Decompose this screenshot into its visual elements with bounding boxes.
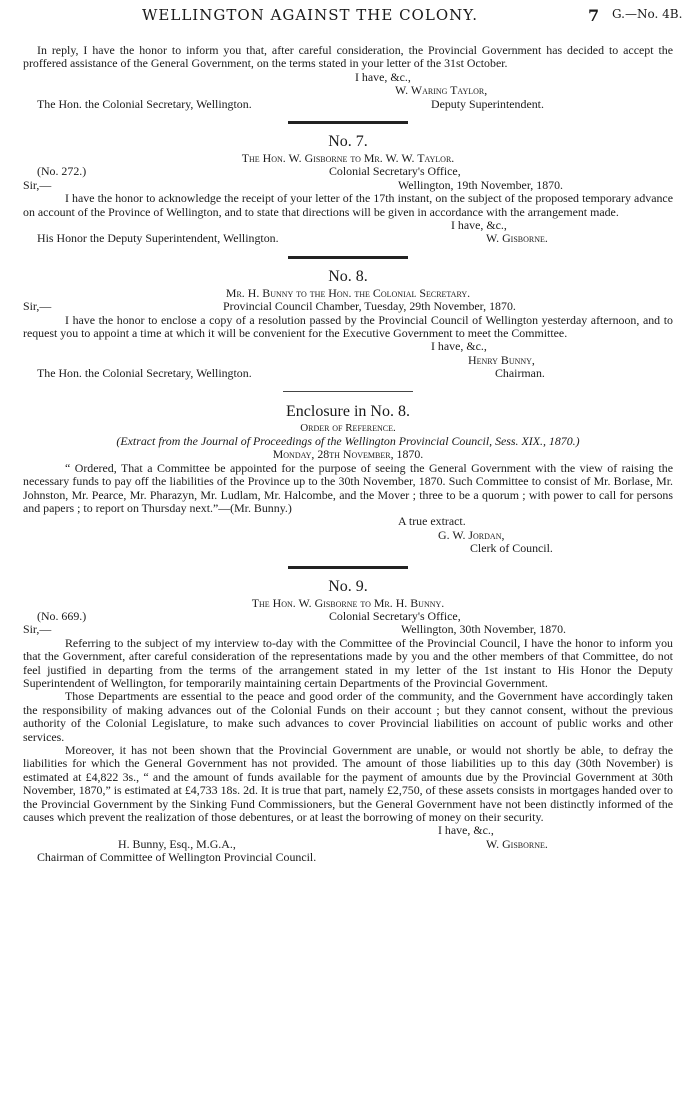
no9-title: The Hon. W. Gisborne to Mr. H. Bunny. — [251, 595, 445, 610]
no8-signatory: Henry Bunny, — [468, 352, 535, 367]
no9-paragraph-2: Those Departments are essential to the peace and good order of the community, and the Government have accordingly taken the responsibility of making advances out of the Colonial Funds on their account ; but they cannot consent, without the previous authority of the Colonial Legislature, to make such advances to cover Provincial liabilities on account of public works and other services. — [23, 689, 673, 744]
running-title: WELLINGTON AGAINST THE COLONY. — [142, 6, 478, 24]
no7-office: Colonial Secretary's Office, — [329, 164, 461, 179]
enclosure-heading: Enclosure in No. 8. — [286, 402, 410, 420]
intro-paragraph: In reply, I have the honor to inform you that, after careful consideration, the Provincial Government has decided to accept the proffered assistance of the General Government, on the terms stated in your letter of the 31st October. — [23, 43, 673, 71]
intro-closing: I have, &c., — [355, 69, 411, 84]
no7-addressee: His Honor the Deputy Superintendent, Wellington. — [37, 231, 279, 246]
enclosure-date: Monday, 28th November, 1870. — [272, 447, 424, 462]
intro-addressee: The Hon. the Colonial Secretary, Wellington. — [37, 96, 252, 111]
no9-signatory: W. Gisborne. — [486, 836, 548, 851]
no8-closing: I have, &c., — [431, 339, 487, 354]
no8-heading: No. 8. — [328, 267, 368, 285]
document-body — [23, 44, 673, 865]
no9-paragraph-1: Referring to the subject of my interview to-day with the Committee of the Provincial Council, I have the honor to inform you that the Government, after careful consideration of the representations made by you and the other members of that Committee, do not feel justified in departing from the terms of the arrangement stated in my letter of the 1st instant to His Honor the Deputy Superintendent of Wellington, for temporarily maintaining certain Departments of the Provincial Government. — [23, 635, 673, 690]
intro-signatory: W. Waring Taylor, — [395, 83, 488, 98]
enclosure-signatory: G. W. Jordan, — [438, 527, 505, 542]
no7-closing: I have, &c., — [451, 217, 507, 232]
no8-paragraph: I have the honor to enclose a copy of a resolution passed by the Provincial Council of Wellington yesterday afternoon, and to request you to appoint a time at which it will be convenient for the Executive Government to meet the Committee. — [23, 312, 673, 340]
section-divider — [283, 391, 413, 392]
no7-heading: No. 7. — [328, 132, 368, 150]
no7-title: The Hon. W. Gisborne to Mr. W. W. Taylor. — [241, 150, 455, 165]
no9-addressee-line1: H. Bunny, Esq., M.G.A., — [118, 836, 236, 851]
no7-paragraph: I have the honor to acknowledge the receipt of your letter of the 17th instant, on the subject of the proposed temporary advance on account of the Province of Wellington, and to state that directions will be given in accordance with the arrangement made. — [23, 191, 673, 219]
no9-ref: (No. 669.) — [37, 608, 87, 623]
no8-addressee: The Hon. the Colonial Secretary, Wellington. — [37, 366, 252, 381]
no8-salutation: Sir,— — [23, 299, 52, 314]
no9-paragraph-3: Moreover, it has not been shown that the Provincial Government are unable, or would not shortly be able, to defray the liabilities for which the General Government has not provided. The amount of those liabilities up to this day (30th November) is estimated at £4,822 3s., “ and the amount of funds available for the payment of amounts due by the Provincial Government at 30th November, 1870,” is estimated at £4,733 18s. 2d. It is true that part, namely £2,750, of these assets consists in mortgages handed over to the Provincial Government by the Sinking Fund Commissioners, but the General Government have not been distinctly informed of the causes which prevent the realization of those debentures, or at least the borrowing of money on their security. — [23, 743, 673, 825]
no7-salutation: Sir,— — [23, 177, 52, 192]
no9-date: Wellington, 30th November, 1870. — [401, 622, 567, 637]
enclosure-subheading: Order of Reference. — [300, 421, 396, 434]
section-divider — [288, 256, 408, 259]
no7-signatory: W. Gisborne. — [486, 231, 548, 246]
no7-ref: (No. 272.) — [37, 164, 87, 179]
no9-closing: I have, &c., — [438, 823, 494, 838]
section-divider — [288, 121, 408, 124]
no9-addressee-line2: Chairman of Committee of Wellington Provincial Council. — [37, 850, 317, 865]
intro-signatory-title: Deputy Superintendent. — [431, 96, 544, 111]
no9-heading: No. 9. — [328, 577, 368, 595]
section-divider — [288, 566, 408, 569]
enclosure-paragraph: “ Ordered, That a Committee be appointed for the purpose of seeing the General Government with the view of raising the necessary funds to pay off the liabilities of the Province up to the 30th November, 1870. Such Committee to consist of Mr. Borlase, Mr. Johnston, Mr. Pearce, Mr. Pharazyn, Mr. Ludlam, Mr. Halcombe, and the Mover ; three to be a quorum ; with power to call for persons and papers ; to report on Thursday next.”—(Mr. Bunny.) — [23, 460, 673, 515]
page-number: 7 — [588, 6, 600, 25]
no8-title: Mr. H. Bunny to the Hon. the Colonial Secretary. — [225, 285, 471, 300]
page-header — [0, 6, 700, 28]
enclosure-true-extract: A true extract. — [398, 514, 466, 529]
no9-salutation: Sir,— — [23, 622, 52, 637]
document-reference: G.—No. 4B. — [612, 7, 683, 21]
no8-date: Provincial Council Chamber, Tuesday, 29th November, 1870. — [223, 299, 516, 314]
no7-date: Wellington, 19th November, 1870. — [398, 177, 564, 192]
enclosure-extract: (Extract from the Journal of Proceedings of the Wellington Provincial Council, Sess. XIX., 1870.) — [116, 433, 580, 448]
no8-signatory-title: Chairman. — [495, 366, 545, 381]
no9-office: Colonial Secretary's Office, — [329, 608, 461, 623]
enclosure-signatory-title: Clerk of Council. — [470, 541, 553, 556]
